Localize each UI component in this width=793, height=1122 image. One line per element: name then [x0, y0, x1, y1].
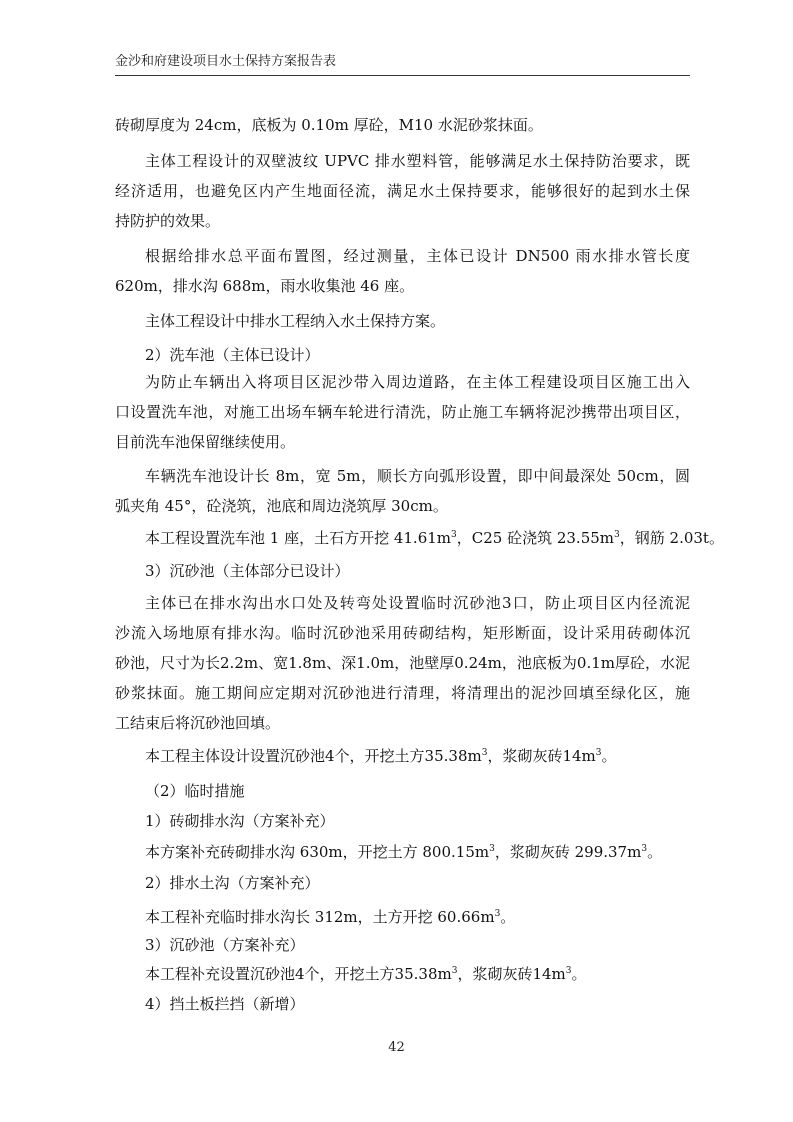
paragraph-line: 620m，排水沟 688m，雨水收集池 46 座。: [115, 277, 415, 295]
subheading: 1）砖砌排水沟（方案补充）: [145, 812, 335, 830]
paragraph-line: 持防护的效果。: [115, 212, 221, 230]
subheading: 2）洗车池（主体已设计）: [145, 346, 320, 364]
superscript: 3: [595, 748, 602, 758]
page-number: 42: [388, 1040, 405, 1055]
text-segment: ，C25 砼浇筑 23.55m: [456, 529, 615, 547]
superscript: 3: [451, 966, 458, 976]
superscript: 3: [451, 530, 457, 540]
text-segment: 本工程主体设计设置沉砂池4个，开挖土方35.38m: [145, 747, 482, 765]
paragraph-line: 车辆洗车池设计长 8m，宽 5m，顺长方向弧形设置，即中间最深处 50cm，圆: [145, 467, 690, 485]
text-segment: ，浆砌灰砖 299.37m: [494, 843, 642, 861]
paragraph-line: 沙流入场地原有排水沟。临时沉砂池采用砖砌结构，矩形断面，设计采用砖砌体沉: [115, 624, 690, 642]
paragraph-line: 主体工程设计的双壁波纹 UPVC 排水塑料管，能够满足水土保持防治要求，既: [145, 152, 690, 170]
text-segment: 。: [647, 843, 663, 861]
paragraph-line: [145, 841, 662, 863]
paragraph-line: [145, 963, 587, 985]
text-segment: 本工程补充设置沉砂池4个，开挖土方35.38m: [145, 965, 452, 983]
paragraph-line: 目前洗车池保留继续使用。: [115, 433, 296, 451]
subheading: （2）临时措施: [145, 782, 245, 800]
text-segment: 。: [571, 965, 587, 983]
text-segment: 本工程设置洗车池 1 座，土石方开挖 41.61m: [145, 529, 452, 547]
subheading: 2）排水土沟（方案补充）: [145, 874, 320, 892]
text-segment: ，钢筋 2.03t。: [619, 529, 724, 547]
paragraph-line: 主体工程设计中排水工程纳入水土保持方案。: [145, 312, 446, 330]
paragraph-line: 主体已在排水沟出水口处及转弯处设置临时沉砂池3口，防止项目区内径流泥: [145, 594, 690, 612]
paragraph-line: 为防止车辆出入将项目区泥沙带入周边道路，在主体工程建设项目区施工出入: [145, 373, 690, 391]
superscript: 3: [614, 530, 620, 540]
paragraph-line: 砖砌厚度为 24cm，底板为 0.10m 厚砼，M10 水泥砂浆抹面。: [115, 116, 543, 134]
text-segment: ，浆砌灰砖14m: [487, 747, 596, 765]
subheading: 4）挡土板拦挡（新增）: [145, 995, 305, 1013]
text-segment: 。: [601, 747, 617, 765]
text-segment: 本方案补充砖砌排水沟 630m，开挖土方 800.15m: [145, 843, 490, 861]
superscript: 3: [481, 748, 488, 758]
paragraph-line: 经济适用，也避免区内产生地面径流，满足水土保持要求，能够很好的起到水土保: [115, 182, 690, 200]
paragraph-line: 口设置洗车池，对施工出场车辆车轮进行清洗，防止施工车辆将泥沙携带出项目区，: [115, 403, 690, 421]
paragraph-line: [145, 527, 724, 549]
paragraph-line: [145, 906, 515, 928]
paragraph-line: 砂浆抹面。施工期间应定期对沉砂池进行清理，将清理出的泥沙回填至绿化区，施: [115, 684, 690, 702]
running-header: 金沙和府建设项目水土保持方案报告表: [115, 52, 690, 76]
text-segment: 。: [500, 908, 516, 926]
paragraph-line: 砂池，尺寸为长2.2m、宽1.8m、深1.0m，池壁厚0.24m，池底板为0.1m厚砼，水泥: [115, 654, 690, 672]
superscript: 3: [565, 966, 572, 976]
superscript: 3: [494, 909, 501, 919]
text-segment: ，浆砌灰砖14m: [457, 965, 566, 983]
paragraph-line: 根据给排水总平面布置图，经过测量，主体已设计 DN500 雨水排水管长度: [145, 247, 690, 265]
subheading: 3）沉砂池（方案补充）: [145, 936, 305, 954]
paragraph-line: 工结束后将沉砂池回填。: [115, 714, 281, 732]
superscript: 3: [641, 844, 648, 854]
paragraph-line: 弧夹角 45°，砼浇筑，池底和周边浇筑厚 30cm。: [115, 497, 448, 515]
text-segment: 本工程补充临时排水沟长 312m，土方开挖 60.66m: [145, 908, 495, 926]
superscript: 3: [489, 844, 495, 854]
subheading: 3）沉砂池（主体部分已设计）: [145, 562, 350, 580]
paragraph-line: [145, 745, 617, 767]
